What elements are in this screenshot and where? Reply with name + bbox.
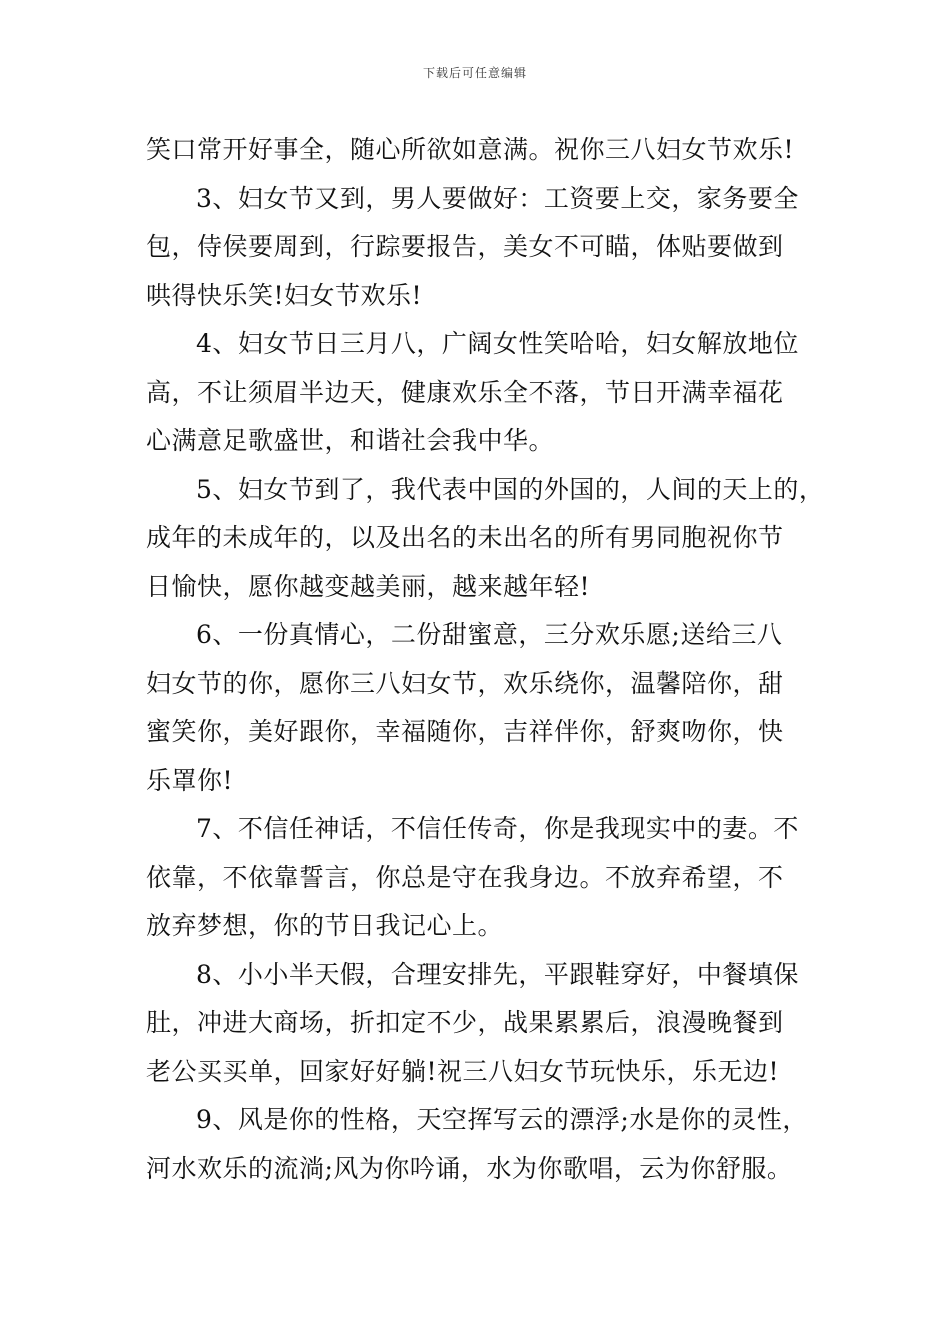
text-line: 7、不信任神话，不信任传奇，你是我现实中的妻。不 — [196, 814, 799, 843]
text-line: 老公买买单，回家好好躺!祝三八妇女节玩快乐，乐无边! — [146, 1056, 780, 1086]
text-line: 3、妇女节又到，男人要做好：工资要上交，家务要全 — [196, 183, 799, 213]
text-line: 成年的未成年的，以及出名的未出名的所有男同胞祝你节 — [146, 523, 784, 552]
text-line: 6、一份真情心，二份甜蜜意，三分欢乐愿;送给三八 — [196, 620, 783, 649]
text-line: 心满意足歌盛世，和谐社会我中华。 — [146, 426, 555, 455]
text-line: 日愉快，愿你越变越美丽，越来越年轻! — [146, 571, 591, 601]
text-line: 肚，冲进大商场，折扣定不少，战果累累后，浪漫晚餐到 — [146, 1008, 784, 1037]
text-line: 高，不让须眉半边天，健康欢乐全不落，节日开满幸福花 — [146, 377, 784, 407]
document-body — [146, 126, 832, 1193]
text-line: 包，侍侯要周到，行踪要报告，美女不可瞄，体贴要做到 — [146, 232, 784, 261]
page-header: 下载后可任意编辑 — [422, 66, 527, 80]
text-line: 9、风是你的性格，天空挥写云的漂浮;水是你的灵性， — [196, 1105, 808, 1134]
text-line: 依靠，不依靠誓言，你总是守在我身边。不放弃希望，不 — [146, 862, 784, 892]
text-line: 哄得快乐笑!妇女节欢乐! — [146, 280, 423, 310]
text-line: 8、小小半天假，合理安排先，平跟鞋穿好，中餐填保 — [196, 959, 799, 989]
text-line: 妇女节的你，愿你三八妇女节，欢乐绕你，温馨陪你，甜 — [146, 668, 784, 698]
text-line: 4、妇女节日三月八，广阔女性笑哈哈，妇女解放地位 — [196, 329, 799, 358]
text-line: 5、妇女节到了，我代表中国的外国的，人间的天上的， — [196, 474, 825, 504]
text-line: 蜜笑你，美好跟你，幸福随你，吉祥伴你，舒爽吻你，快 — [146, 717, 784, 746]
text-line: 放弃梦想，你的节日我记心上。 — [146, 911, 504, 940]
text-line: 河水欢乐的流淌;风为你吟诵，水为你歌唱，云为你舒服。 — [146, 1153, 793, 1183]
text-line: 笑口常开好事全，随心所欲如意满。祝你三八妇女节欢乐! — [146, 135, 795, 164]
text-line: 乐罩你! — [146, 765, 234, 795]
